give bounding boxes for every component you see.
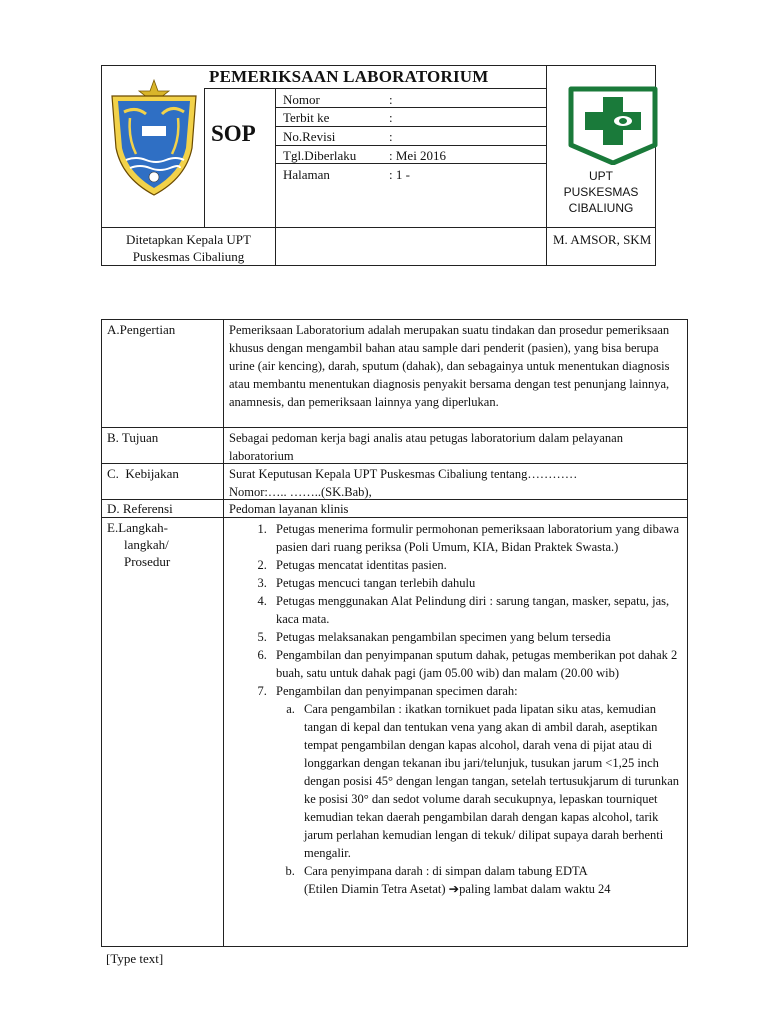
field-label-terbit: Terbit ke [283,110,330,125]
field-value-nomor: : [389,92,393,107]
puskesmas-logo [565,85,661,165]
field-label-nomor: Nomor [283,92,320,107]
field-value-halaman: : 1 - [389,167,410,182]
procedure-step: 3. Petugas mencuci tangan terlebih dahulu [270,574,682,592]
section-text-pengertian: Pemeriksaan Laboratorium adalah merupakan suatu tindakan dan prosedur pemeriksaan khusus dengan mengambil bahan atau sample dari penderit (pasien), yang bisa berupa urine (air kencing), darah, sputum (dahak), dan sebagainya untuk menentukan diagnosis atau membantu menentukan diagnosis penyakit bersama dengan test penunjang lainnya, anamnesis, dan pemeriksaan lainnya yang diperlukan. [229,323,670,409]
kebijakan-line-2: Nomor:….. ……..(SK.Bab), [229,485,372,499]
field-label-halaman: Halaman [283,167,330,182]
org-line-cibaliung: CIBALIUNG [568,201,634,215]
field-value-revisi: : [389,129,393,144]
procedure-step: 2. Petugas mencatat identitas pasien. [270,556,682,574]
langkah-label-line-2: langkah/ [124,537,169,552]
section-label-pengertian: A.Pengertian [107,322,176,337]
signatory-name: M. AMSOR, SKM [553,232,652,247]
procedure-steps [226,520,682,944]
organization-name [546,168,656,216]
langkah-label-line-3: Prosedur [124,554,171,569]
procedure-step [270,682,682,898]
field-label-revisi: No.Revisi [283,129,336,144]
section-text-kebijakan [229,465,684,501]
section-text-referensi: Pedoman layanan klinis [229,502,349,516]
procedure-step: 1. Petugas menerima formulir permohonan pemeriksaan laboratorium yang dibawa pasien dari ruang periksa (Poli Umum, KIA, Bidan Praktek Swasta.) [270,520,682,556]
section-label-referensi: D. Referensi [107,501,173,516]
field-label-diberlaku: Tgl.Diberlaku [283,148,357,163]
procedure-substep [298,862,682,898]
org-line-upt: UPT [589,169,613,183]
sop-label: SOP [211,121,256,146]
substep-b-line-2: (Etilen Diamin Tetra Asetat) ➔paling lambat dalam waktu 24 [304,882,611,896]
field-value-terbit: : [389,110,393,125]
procedure-substep: a. Cara pengambilan : ikatkan tornikuet pada lipatan siku atas, kemudian tangan di kepal dan tentukan vena yang akan di ambil darah, aseptikan tempat pengambilan dengan kapas alcohol, darah vena di pijat atau di longgarkan dengan tekanan ibu jari/telunjuk, tusukan jarum <1,25 inch dengan posisi 45° dengan lengan tangan, setelah tertusukjarum di turunkan ke posisi 30° dan sedot volume darah secukupnya, lepaskan tourniquet kemudian tekan daerah pengambilan darah dengan kapas alcohol, tarik jarum perlahan kemudian lengan di tekuk/ dilipat supaya darah berhenti mengalir. [298,700,682,862]
procedure-step-list [226,520,682,898]
section-text-tujuan: Sebagai pedoman kerja bagi analis atau petugas laboratorium dalam pelayanan laboratorium [229,431,623,463]
section-label-kebijakan: C. Kebijakan [107,466,179,481]
procedure-step: 6. Pengambilan dan penyimpanan sputum dahak, petugas memberikan pot dahak 2 buah, satu untuk dahak pagi (jam 05.00 wib) dan malam (20.00 wib) [270,646,682,682]
regency-emblem-logo [106,78,202,198]
document-title: PEMERIKSAAN LABORATORIUM [209,67,489,86]
kebijakan-line-1: Surat Keputusan Kepala UPT Puskesmas Cibaliung tentang………… [229,467,578,481]
section-label-tujuan: B. Tujuan [107,430,159,445]
field-value-diberlaku: : Mei 2016 [389,148,447,163]
procedure-step: 4. Petugas menggunakan Alat Pelindung diri : sarung tangan, masker, sepatu, jas, kaca mata. [270,592,682,628]
footer-placeholder-text: [Type text] [106,951,164,966]
procedure-substep-list [276,700,682,898]
procedure-step-text: Pengambilan dan penyimpanan specimen darah: [276,684,518,698]
ditetapkan-label: Ditetapkan Kepala UPT Puskesmas Cibaliung [126,232,251,264]
org-line-puskesmas: PUSKESMAS [563,185,639,199]
procedure-step: 5. Petugas melaksanakan pengambilan specimen yang belum tersedia [270,628,682,646]
substep-b-line-1: b. Cara penyimpana darah : di simpan dalam tabung EDTA [304,864,588,878]
langkah-label-line-1: E.Langkah- [107,520,169,535]
section-label-langkah [107,519,170,570]
